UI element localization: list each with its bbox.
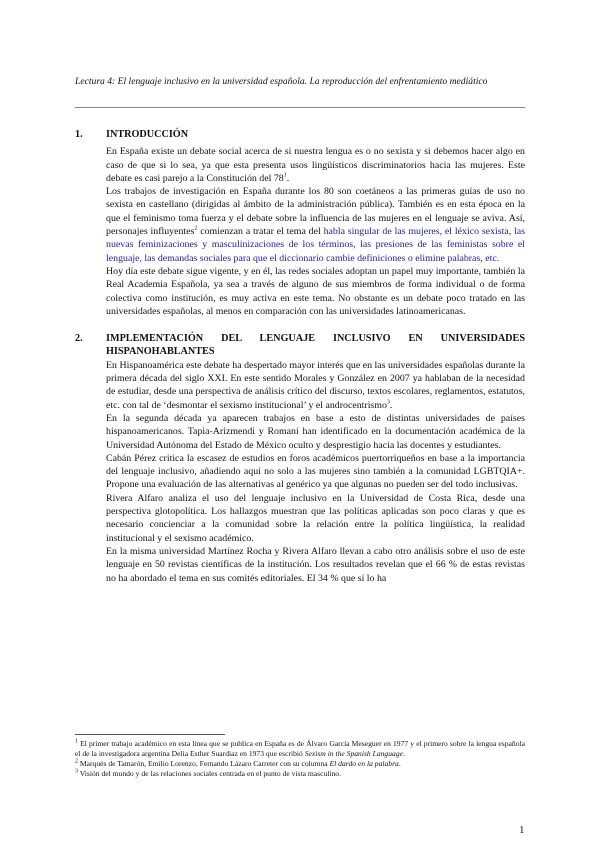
paragraph: En la segunda década ya aparecen trabajos en base a esto de distintas universidades de países hispanoamericanos. Tapia-Arizmendi y Romaní han identificado en la documentación académica de la Universidad Autónoma del Estado de México oculto y desprestigio hacia las docentes y estudiantes. — [106, 412, 525, 451]
footnotes — [75, 739, 525, 779]
running-header: Lectura 4: El lenguaje inclusivo en la universidad española. La reproducción del enfrentamiento mediático — [75, 76, 488, 87]
page-number: 1 — [519, 824, 525, 836]
paragraph: Los trabajos de investigación en España durante los 80 son coetáneos a las primeras guías de uso no sexista en castellano (dirigidas al ámbito de la administración pública). También es en esta época en la que el feminismo toma fuerza y el debate sobre la influencia de las mujeres en el lenguaje se aviva. Así, personajes influyentes$^2$ comienzan a tratar el tema del habla singular de las mujeres, el léxico sexista, las nuevas feminizaciones y masculinizaciones de los términos, las presiones de las feministas sobre el lenguaje, las demandas sociales para que el diccionario cambie definiciones o elimine palabras, etc. — [106, 186, 525, 264]
paragraph: En Hispanoamérica este debate ha despertado mayor interés que en las universidades españolas durante la primera década del siglo XXI. En este sentido Morales y González en 2007 ya hablaban de la necesidad de estudiar, desde una perspectiva de análisis crítico del discurso, textos escolares, reglamentos, estatutos, etc. con tal de ‘desmontar el sexismo institucional’ y el androcentrismo$^3$. — [106, 359, 525, 411]
header-divider — [75, 107, 525, 108]
document-body — [75, 128, 525, 585]
section-number: 1. — [75, 129, 83, 140]
footnote-ref: 3 — [386, 399, 390, 406]
footnote: $^2$ Marqués de Tamarón, Emilio Lorenzo, Fernando Lázaro Carreter con su columna El dardo en la palabra. — [75, 758, 401, 768]
paragraph: Hoy día este debate sigue vigente, y en él, las redes sociales adoptan un papel muy importante, también la Real Academia Española, ya sea a través de alguno de sus miembros de forma individual o de forma colectiva como institución, es muy activa en este tema. No obstante es un debate poco tratado en las universidades españolas, al menos en comparación con las universidades latinoamericanas. — [106, 265, 525, 317]
footnote-ref: 1 — [283, 172, 287, 179]
footnote-divider — [75, 734, 225, 735]
paragraph: En la misma universidad Martínez Rocha y Rivera Alfaro llevan a cabo otro análisis sobre el uso de este lenguaje en 50 revistas científicas de la institución. Los resultados revelan que el 66 % de estas revistas no ha abordado el tema en sus comités editoriales. El 34 % que sí lo ha — [106, 545, 525, 584]
section-heading-implementacion — [75, 332, 525, 359]
footnote: $^1$ El primer trabajo académico en esta línea que se publica en España es de Álvaro García Meseguer en 1977 y el primero sobre la lengua española el de la investigadora argentina Delia Esther Suardiaz en 1973 que escribió Sexism in the Spanish Language. — [75, 738, 525, 758]
footnote-ref: 2 — [194, 225, 198, 232]
section-title: INTRODUCCIÓN — [106, 129, 189, 140]
highlighted-text: habla singular de las mujeres, el léxico sexista, las nuevas feminizaciones y masculinizaciones de los términos, las presiones de las feministas sobre el lenguaje, las demandas sociales para que el diccionario cambie definiciones o elimine palabras, etc. — [106, 226, 525, 264]
section-number: 2. — [75, 333, 83, 345]
paragraph: En España existe un debate social acerca de si nuestra lengua es o no sexista y si debemos hacer algo en caso de que si lo sea, ya que esta presenta usos lingüísticos discriminatorios hacia las mujeres. Este debate es casi parejo a la Constitución del $78^1$. — [106, 146, 525, 184]
section-title: IMPLEMENTACIÓN DEL LENGUAJE INCLUSIVO EN UNIVERSIDADES HISPANOHABLANTES — [106, 333, 525, 358]
section-heading-introduccion — [75, 128, 525, 141]
paragraph: Rivera Alfaro analiza el uso del lenguaje inclusivo en la Universidad de Costa Rica, desde una perspectiva glotopolítica. Los hallazgos muestran que las políticas aplicadas son poco claras y que es necesario concienciar a la comunidad sobre la relación entre la política lingüística, la realidad institucional y el sexismo académico. — [106, 492, 525, 544]
paragraph: Cabán Pérez critica la escasez de estudios en foros académicos puertorriqueños en base a la importancia del lenguaje inclusivo, añadiendo aquí no solo a las mujeres sino también a la comunidad LGBTQIA+. Propone una evaluación de las alternativas al genérico ya que algunas no pueden ser del todo inclusivas. — [106, 452, 525, 491]
footnote: $^3$ Visión del mundo y de las relaciones sociales centrada en el punto de vista masculino. — [75, 768, 342, 778]
